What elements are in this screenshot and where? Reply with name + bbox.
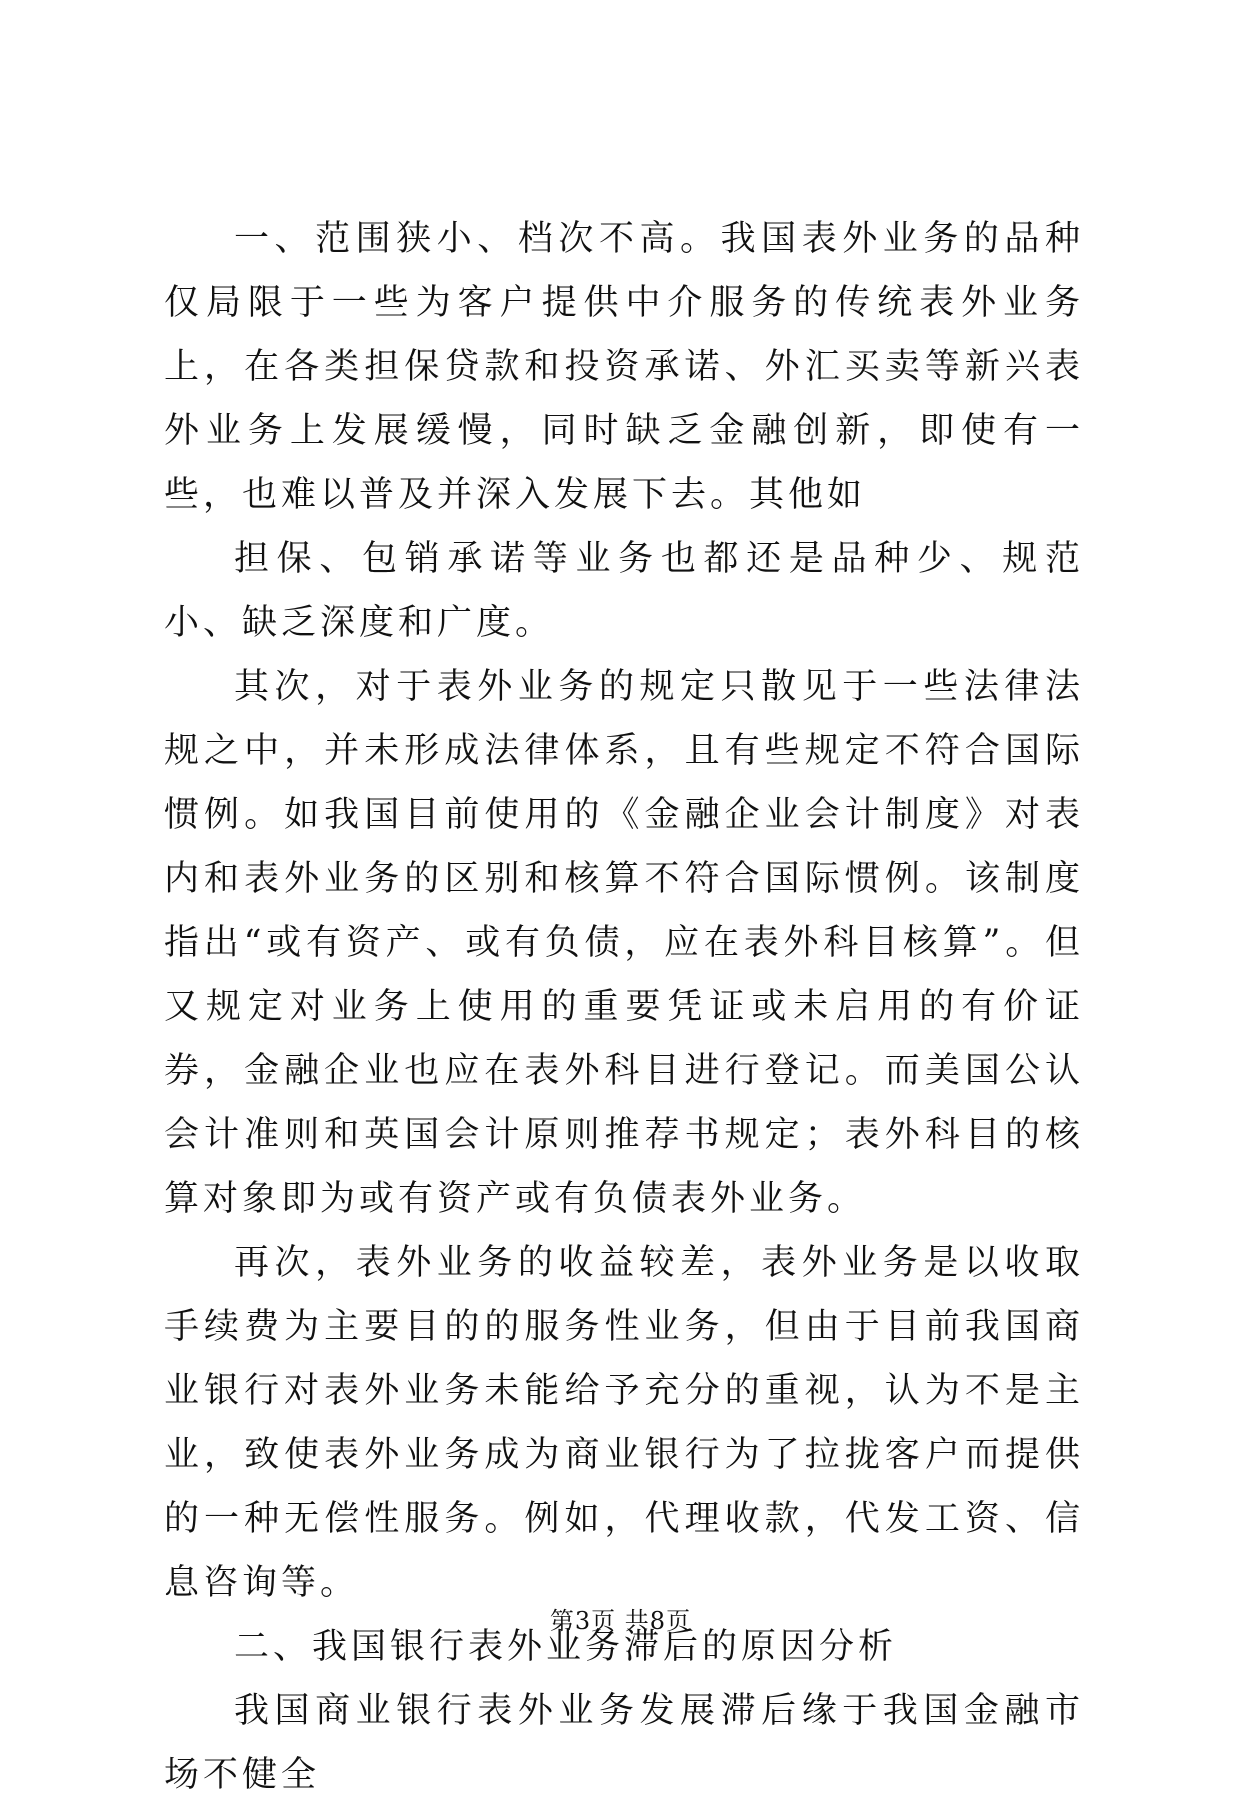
- body-text: [164, 207, 1084, 1807]
- paragraph-poor-returns: 再次，表外业务的收益较差，表外业务是以收取手续费为主要目的的服务性业务，但由于目前我国商业银行对表外业务未能给予充分的重视，认为不是主业，致使表外业务成为商业银行为了拉拢客户而提供的一种无偿性服务。例如，代理收款，代发工资、信息咨询等。: [164, 1243, 1084, 1603]
- page-number-footer: 第3页 共8页: [549, 1607, 692, 1635]
- paragraph-guarantee-underwriting: 担保、包销承诺等业务也都还是品种少、规范小、缺乏深度和广度。: [164, 539, 1084, 643]
- paragraph-scope-narrow: 一、范围狭小、档次不高。我国表外业务的品种仅局限于一些为客户提供中介服务的传统表外业务上，在各类担保贷款和投资承诺、外汇买卖等新兴表外业务上发展缓慢，同时缺乏金融创新，即使有一些，也难以普及并深入发展下去。其他如: [164, 219, 1084, 515]
- paragraph-causes-intro: 我国商业银行表外业务发展滞后缘于我国金融市场不健全: [164, 1691, 1084, 1795]
- section-heading-causes: 二、我国银行表外业务滞后的原因分析: [234, 1627, 898, 1667]
- paragraph-regulations: 其次，对于表外业务的规定只散见于一些法律法规之中，并未形成法律体系，且有些规定不符合国际惯例。如我国目前使用的《金融企业会计制度》对表内和表外业务的区别和核算不符合国际惯例。该制度指出“或有资产、或有负债，应在表外科目核算”。但又规定对业务上使用的重要凭证或未启用的有价证券，金融企业也应在表外科目进行登记。而美国公认会计准则和英国会计原则推荐书规定；表外科目的核算对象即为或有资产或有负债表外业务。: [164, 667, 1084, 1219]
